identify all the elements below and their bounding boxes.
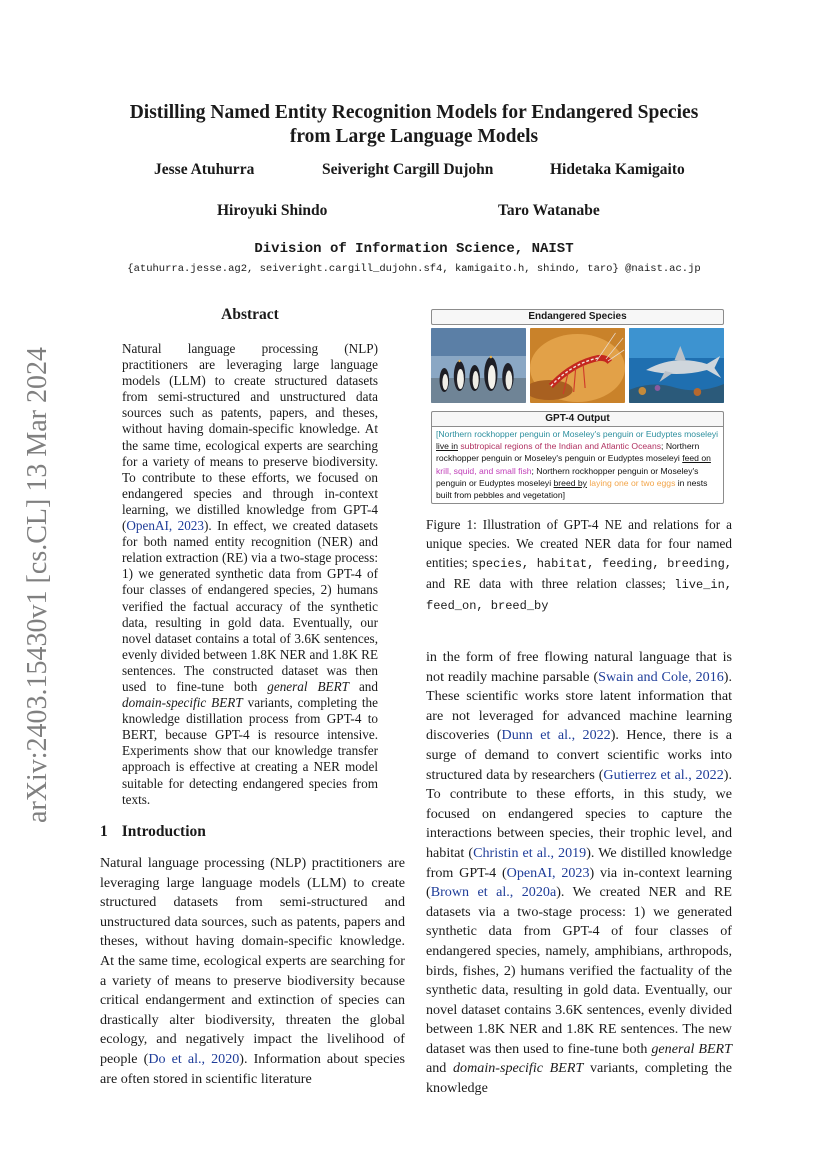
author-emails: {atuhurra.jesse.ag2, seiveright.cargill_dujohn.sf4, kamigaito.h, shindo, taro} @naist.ac.jp xyxy=(127,263,701,275)
gpt4-output-header: GPT-4 Output xyxy=(431,411,724,426)
author-3: Hidetaka Kamigaito xyxy=(550,161,685,178)
paper-title xyxy=(96,101,732,149)
citation-link[interactable]: Do et al., 2020 xyxy=(148,1050,240,1067)
author-5: Taro Watanabe xyxy=(498,202,600,219)
figure-1 xyxy=(431,309,724,504)
title-line-1: Distilling Named Entity Recognition Models for Endangered Species xyxy=(129,102,699,123)
intro-right-column: in the form of free flowing natural language that is not readily machine parsable (Swain and Cole, 2016). These scientific works store latent information that are not leveraged for advanced machine learning discoveries (Dunn et al., 2022). Hence, there is a surge of demand to convert scientific works into structured data by researchers (Gutierrez et al., 2022). To contribute to these efforts, in this study, we focused on endangered species to capture the interactions between species, their trophic level, and habitat (Christin et al., 2019). We distilled knowledge from GPT-4 (OpenAI, 2023) via in-context learning (Brown et al., 2020a). We created NER and RE datasets via a two-stage process: 1) we generated synthetic data from GPT-4 of four classes of endangered species, namely, amphibians, arthropods, birds, fishes, 2) humans verified the factuality of the synthetic data, resulting in gold data. Eventually, our novel dataset contains 3.6K sentences, evenly divided between 1.8K NER and 1.8K RE sentences. The new dataset was then used to fine-tune both general BERT and domain-specific BERT variants, completing the knowledge xyxy=(426,649,733,1097)
endangered-species-header: Endangered Species xyxy=(431,309,724,325)
abstract-heading: Abstract xyxy=(221,306,279,323)
gpt4-output-text: [Northern rockhopper penguin or Moseley's penguin or Eudyptes moseleyi live in subtropical regions of the Indian and Atlantic Oceans; Northern rockhopper penguin or Moseley's penguin or Eudyptes moseleyi feed on krill, squid, and small fish; Northern rockhopper penguin or Moseley's penguin or Eudyptes moseleyi breed by laying one or two eggs in nests built from pebbles and vegetation] xyxy=(431,426,724,504)
abstract-text: Natural language processing (NLP) practitioners are leveraging large language models (LLM) to create structured datasets from semi-structured and unstructured data sources such as patents, papers, and theses, without having domain-specific knowledge. At the same time, ecological experts are searching for a variety of means to preserve biodiversity. To contribute to these efforts, we focused on endangered species and through in-context learning, we distilled knowledge from GPT-4 (OpenAI, 2023). In effect, we created datasets for both named entity recognition (NER) and relation extraction (RE) via a two-stage process: 1) we generated synthetic data from GPT-4 of four classes of endangered species, 2) humans verified the factual accuracy of the synthetic data, resulting in gold data. Eventually, our novel dataset contains a total of 3.6K sentences, evenly divided between 1.8K NER and 1.8K RE sentences. The constructed dataset was then used to fine-tune both general BERT and domain-specific BERT variants, completing the knowledge distillation process from GPT-4 to BERT, because GPT-4 is resource intensive. Experiments show that our knowledge transfer approach is effective at creating a NER model suitable for detecting endangered species from texts. xyxy=(122,341,379,807)
title-line-2: from Large Language Models xyxy=(289,126,539,147)
citation-link[interactable]: Brown et al., 2020a xyxy=(430,884,557,901)
citation-link[interactable]: Gutierrez et al., 2022 xyxy=(603,766,724,783)
author-2: Seiveright Cargill Dujohn xyxy=(322,161,494,178)
penguin-photo xyxy=(431,328,526,403)
shark-photo xyxy=(629,328,724,403)
affiliation: Division of Information Science, NAIST xyxy=(254,241,574,257)
figure-1-caption: Figure 1: Illustration of GPT-4 NE and relations for a unique species. We created NER data for four named entities; species, habitat, feeding, breeding, and RE data with three relation classes; live_in, feed_on, breed_by xyxy=(426,517,732,613)
shrimp-photo xyxy=(530,328,625,403)
citation-link[interactable]: Swain and Cole, 2016 xyxy=(598,668,724,685)
intro-left-column: Natural language processing (NLP) practitioners are leveraging large language models (LLM) to create structured datasets from semi-structured and unstructured data sources, such as patents, papers and theses, without having domain-specific knowledge. At the same time, ecological experts are searching for a variety of means to preserve biodiversity because critical endangerment and extinction of species can drastically alter biodiversity, threaten the global ecology, and negatively impact the livelihood of people (Do et al., 2020). Information about species are often stored in scientific literature xyxy=(100,855,405,1087)
citation-link[interactable]: Dunn et al., 2022 xyxy=(501,727,611,744)
species-photos xyxy=(431,328,724,403)
author-1: Jesse Atuhurra xyxy=(154,161,255,178)
citation-link[interactable]: OpenAI, 2023 xyxy=(506,864,590,881)
author-4: Hiroyuki Shindo xyxy=(217,202,328,219)
citation-link[interactable]: Christin et al., 2019 xyxy=(473,844,587,861)
citation-link[interactable]: OpenAI, 2023 xyxy=(126,518,204,534)
arxiv-stamp: arXiv:2403.15430v1 [cs.CL] 13 Mar 2024 xyxy=(22,347,53,823)
section-heading-introduction: 1 Introduction xyxy=(100,823,206,840)
